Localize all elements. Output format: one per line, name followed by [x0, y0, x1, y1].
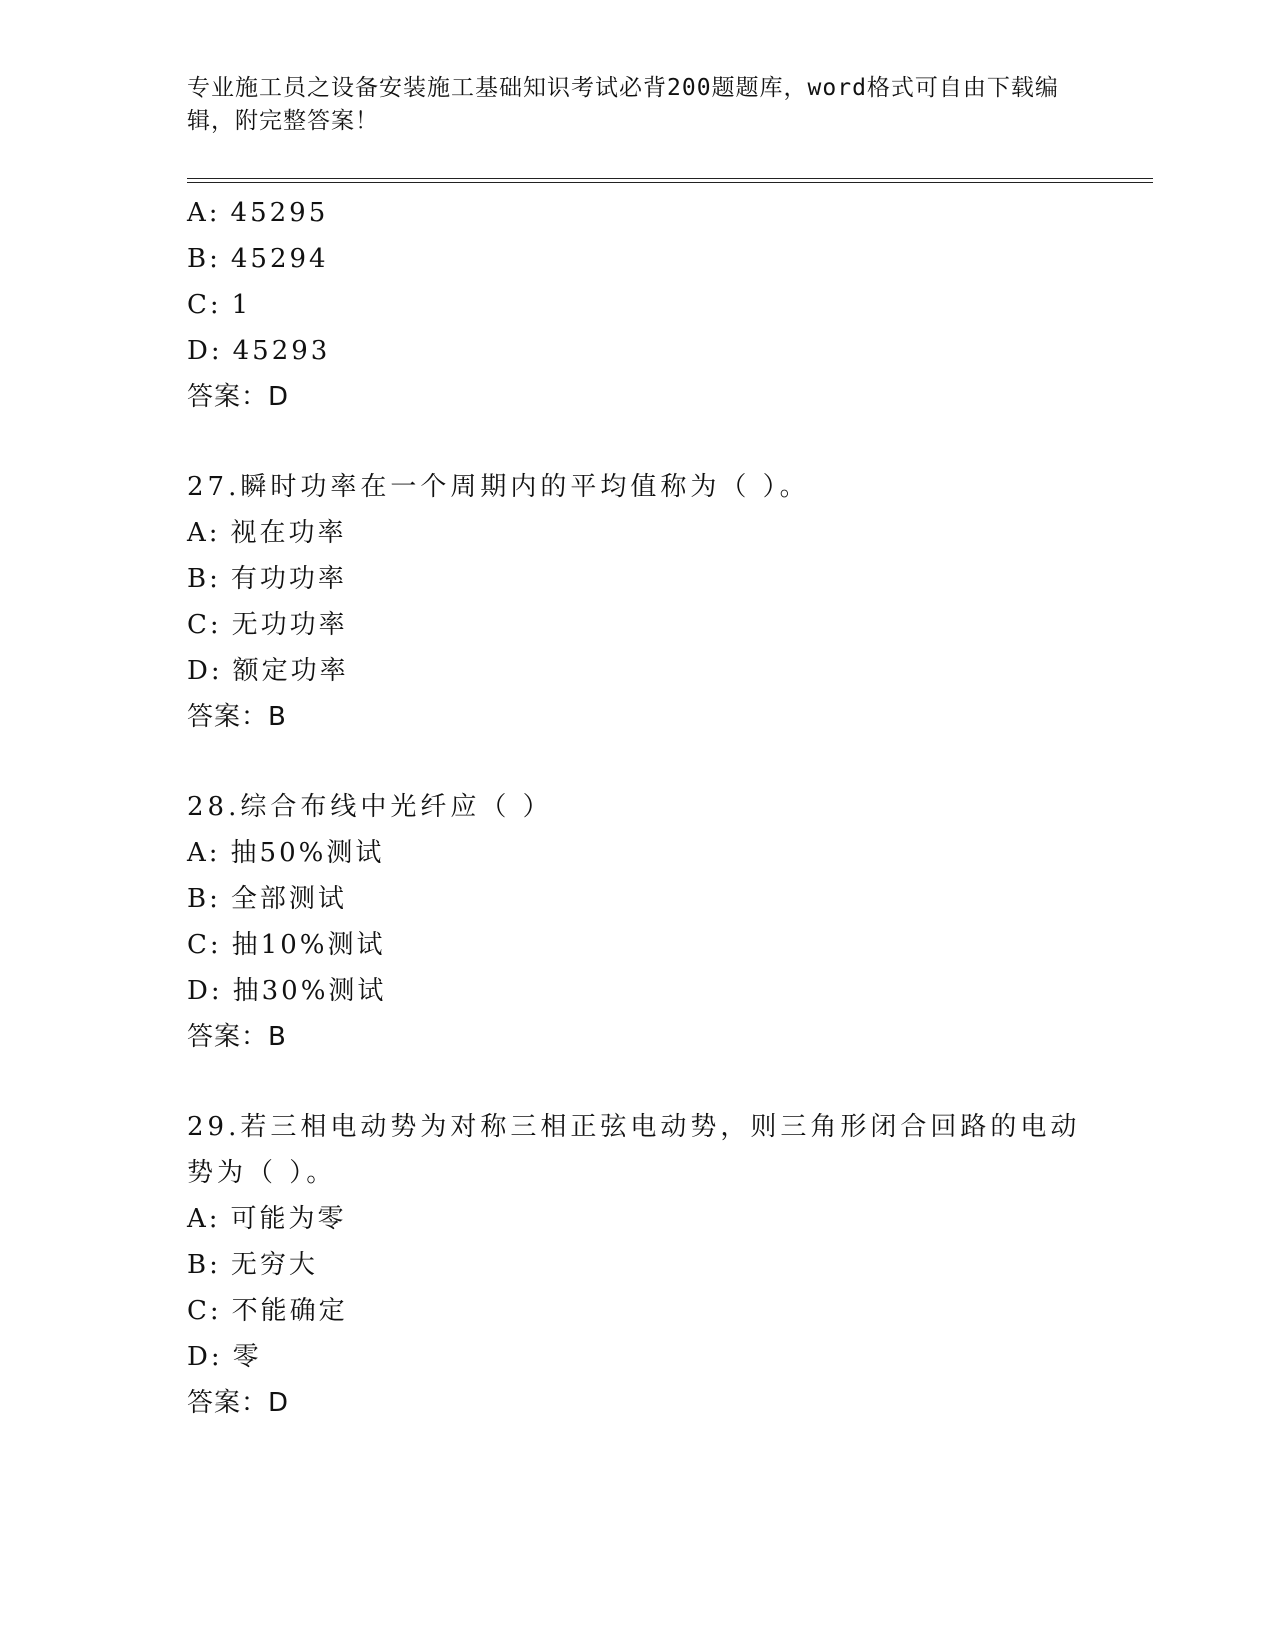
option-text: 无功功率 [231, 610, 348, 640]
option-text: 视在功率 [230, 518, 347, 548]
answer-line: 答案：B [187, 702, 287, 732]
option-label: D: [187, 336, 223, 366]
option-label: C: [187, 290, 222, 320]
option-text: 45294 [230, 244, 329, 274]
option-d [187, 1334, 1087, 1380]
question-content [187, 190, 1087, 1426]
option-label: B: [187, 1250, 221, 1280]
option-label: B: [187, 564, 221, 594]
option-text: 1 [231, 290, 252, 320]
option-label: C: [187, 930, 222, 960]
option-text: 额定功率 [232, 656, 349, 686]
option-c [187, 602, 1087, 648]
document-header: 专业施工员之设备安装施工基础知识考试必背200题题库，word格式可自由下载编辑，附完整答案！ [187, 75, 1059, 134]
option-label: A: [187, 838, 221, 868]
option-label: A: [187, 198, 221, 228]
question-block-prev [187, 190, 1087, 420]
option-text: 可能为零 [230, 1204, 347, 1234]
option-c [187, 922, 1087, 968]
option-label: D: [187, 656, 223, 686]
option-text: 有功功率 [230, 564, 347, 594]
option-b [187, 556, 1087, 602]
option-text: 无穷大 [230, 1250, 318, 1280]
option-d [187, 328, 1087, 374]
question-block-28 [187, 784, 1087, 1060]
option-a [187, 190, 1087, 236]
question-stem: 28.综合布线中光纤应（ ） [187, 792, 553, 822]
option-text: 45293 [232, 336, 331, 366]
answer-line: 答案：D [187, 382, 290, 412]
option-a [187, 830, 1087, 876]
answer-line: 答案：B [187, 1022, 287, 1052]
option-b [187, 236, 1087, 282]
option-label: B: [187, 244, 221, 274]
option-text: 零 [232, 1342, 262, 1372]
header-rule-top [187, 178, 1153, 179]
answer-line: 答案：D [187, 1388, 290, 1418]
option-text: 不能确定 [231, 1296, 348, 1326]
header-rule-bottom [187, 182, 1153, 183]
option-text: 全部测试 [230, 884, 347, 914]
question-stem: 29.若三相电动势为对称三相正弦电动势，则三角形闭合回路的电动势为（ ）。 [187, 1112, 1081, 1188]
option-label: A: [187, 518, 221, 548]
option-c [187, 282, 1087, 328]
option-d [187, 968, 1087, 1014]
option-text: 抽50%测试 [230, 838, 385, 868]
option-text: 抽30%测试 [232, 976, 387, 1006]
option-a [187, 1196, 1087, 1242]
option-text: 抽10%测试 [231, 930, 386, 960]
question-stem: 27.瞬时功率在一个周期内的平均值称为（ ）。 [187, 472, 810, 502]
option-label: A: [187, 1204, 221, 1234]
option-label: C: [187, 1296, 222, 1326]
option-a [187, 510, 1087, 556]
option-label: B: [187, 884, 221, 914]
option-b [187, 876, 1087, 922]
option-c [187, 1288, 1087, 1334]
option-label: C: [187, 610, 222, 640]
option-d [187, 648, 1087, 694]
question-block-27 [187, 464, 1087, 740]
question-block-29 [187, 1104, 1087, 1426]
option-text: 45295 [230, 198, 329, 228]
option-label: D: [187, 976, 223, 1006]
option-b [187, 1242, 1087, 1288]
option-label: D: [187, 1342, 223, 1372]
